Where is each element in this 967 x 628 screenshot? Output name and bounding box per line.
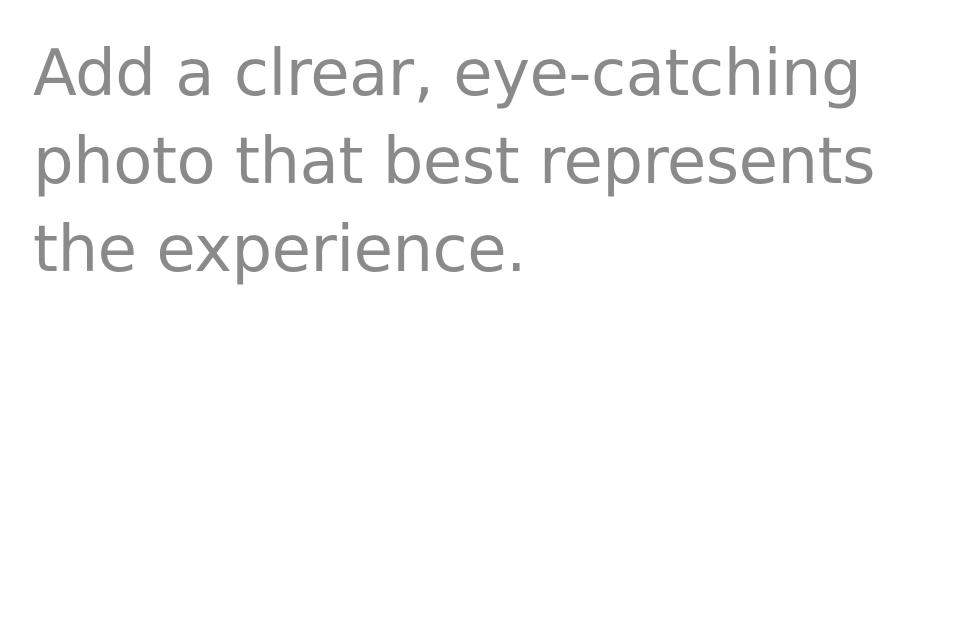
instruction-line-3: the experience.: [33, 213, 526, 287]
photo-instruction-text: [33, 30, 933, 294]
instruction-line-2: photo that best represents: [33, 125, 875, 199]
instruction-line-1: Add a clrear, eye-catching: [33, 37, 862, 111]
